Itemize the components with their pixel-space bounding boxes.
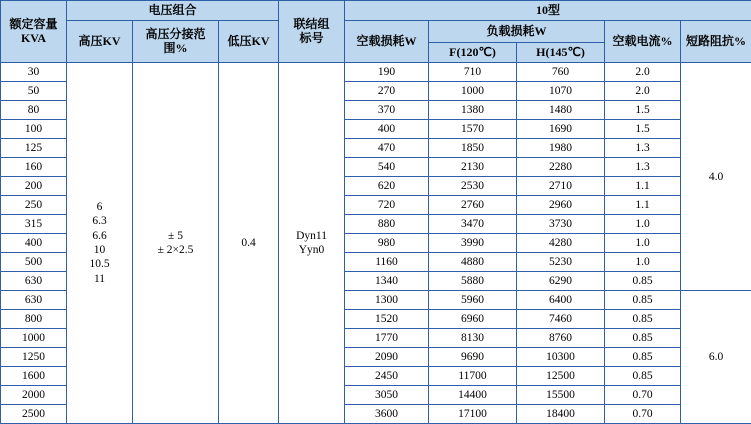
cell-load-loss-f: 3470 — [429, 215, 517, 234]
cell-capacity: 200 — [1, 177, 67, 196]
cell-load-loss-f: 14400 — [429, 386, 517, 405]
cell-no-load-current: 0.85 — [605, 367, 681, 386]
cell-load-loss-f: 8130 — [429, 329, 517, 348]
cell-no-load-current: 0.70 — [605, 405, 681, 424]
cell-no-load-current: 1.0 — [605, 215, 681, 234]
cell-capacity: 100 — [1, 120, 67, 139]
header-no-load-current: 空载电流% — [605, 21, 681, 63]
cell-capacity: 250 — [1, 196, 67, 215]
cell-no-load-loss: 1340 — [345, 272, 429, 291]
cell-no-load-current: 0.85 — [605, 310, 681, 329]
tap-range-value: ± 2×2.5 — [133, 243, 218, 257]
cell-capacity: 160 — [1, 158, 67, 177]
cell-capacity: 1250 — [1, 348, 67, 367]
cell-load-loss-f: 710 — [429, 63, 517, 82]
cell-capacity: 80 — [1, 101, 67, 120]
cell-load-loss-h: 15500 — [517, 386, 605, 405]
header-hv: 高压KV — [67, 21, 133, 63]
cell-load-loss-f: 5960 — [429, 291, 517, 310]
cell-no-load-current: 0.70 — [605, 386, 681, 405]
cell-load-loss-h: 760 — [517, 63, 605, 82]
cell-no-load-loss: 470 — [345, 139, 429, 158]
cell-load-loss-h: 3730 — [517, 215, 605, 234]
hv-value: 10 — [67, 243, 132, 257]
header-capacity-line1: 额定容量 — [1, 18, 66, 32]
cell-no-load-loss: 190 — [345, 63, 429, 82]
cell-no-load-loss: 1300 — [345, 291, 429, 310]
cell-no-load-loss: 1770 — [345, 329, 429, 348]
cell-hv-values — [67, 63, 133, 424]
cell-no-load-current: 1.1 — [605, 196, 681, 215]
cell-load-loss-h: 2710 — [517, 177, 605, 196]
cell-capacity: 1600 — [1, 367, 67, 386]
cell-no-load-loss: 2090 — [345, 348, 429, 367]
cell-no-load-loss: 370 — [345, 101, 429, 120]
cell-capacity: 315 — [1, 215, 67, 234]
header-capacity — [1, 1, 67, 63]
cell-load-loss-h: 1980 — [517, 139, 605, 158]
cell-capacity: 30 — [1, 63, 67, 82]
header-connection-line2: 标号 — [279, 32, 344, 46]
header-row-2 — [1, 21, 751, 43]
cell-no-load-current: 1.1 — [605, 177, 681, 196]
cell-load-loss-h: 1690 — [517, 120, 605, 139]
cell-load-loss-f: 3990 — [429, 234, 517, 253]
cell-no-load-loss: 980 — [345, 234, 429, 253]
cell-no-load-loss: 270 — [345, 82, 429, 101]
cell-no-load-loss: 1520 — [345, 310, 429, 329]
cell-load-loss-f: 1850 — [429, 139, 517, 158]
header-loss-f: F(120℃) — [429, 43, 517, 63]
cell-load-loss-h: 18400 — [517, 405, 605, 424]
table-body — [1, 63, 751, 424]
cell-load-loss-h: 7460 — [517, 310, 605, 329]
hv-value: 6.6 — [67, 229, 132, 243]
cell-capacity: 2000 — [1, 386, 67, 405]
cell-no-load-loss: 2450 — [345, 367, 429, 386]
cell-capacity: 500 — [1, 253, 67, 272]
cell-no-load-loss: 3600 — [345, 405, 429, 424]
cell-load-loss-f: 5880 — [429, 272, 517, 291]
cell-no-load-current: 2.0 — [605, 63, 681, 82]
cell-load-loss-h: 1480 — [517, 101, 605, 120]
cell-no-load-current: 0.85 — [605, 348, 681, 367]
header-tap-range-line1: 高压分接范 — [133, 28, 218, 42]
cell-load-loss-h: 10300 — [517, 348, 605, 367]
cell-load-loss-h: 4280 — [517, 234, 605, 253]
cell-no-load-current: 1.3 — [605, 139, 681, 158]
cell-load-loss-f: 2130 — [429, 158, 517, 177]
cell-load-loss-h: 1070 — [517, 82, 605, 101]
cell-no-load-current: 1.0 — [605, 253, 681, 272]
hv-value: 6.3 — [67, 214, 132, 228]
cell-no-load-current: 2.0 — [605, 82, 681, 101]
header-tap-range — [133, 21, 219, 63]
cell-load-loss-f: 11700 — [429, 367, 517, 386]
cell-no-load-current: 0.85 — [605, 272, 681, 291]
cell-no-load-current: 1.5 — [605, 101, 681, 120]
cell-load-loss-h: 2280 — [517, 158, 605, 177]
hv-value: 6 — [67, 200, 132, 214]
header-row-1 — [1, 1, 751, 21]
cell-impedance-bottom: 6.0 — [681, 291, 751, 424]
cell-load-loss-f: 1380 — [429, 101, 517, 120]
cell-no-load-loss: 720 — [345, 196, 429, 215]
cell-load-loss-h: 6400 — [517, 291, 605, 310]
cell-load-loss-h: 8760 — [517, 329, 605, 348]
cell-load-loss-f: 2760 — [429, 196, 517, 215]
cell-no-load-loss: 880 — [345, 215, 429, 234]
cell-load-loss-f: 17100 — [429, 405, 517, 424]
cell-tap-range — [133, 63, 219, 424]
cell-no-load-current: 1.3 — [605, 158, 681, 177]
cell-no-load-current: 1.5 — [605, 120, 681, 139]
header-connection — [279, 1, 345, 63]
cell-load-loss-h: 6290 — [517, 272, 605, 291]
cell-load-loss-h: 5230 — [517, 253, 605, 272]
cell-no-load-current: 0.85 — [605, 291, 681, 310]
cell-capacity: 400 — [1, 234, 67, 253]
cell-load-loss-f: 4880 — [429, 253, 517, 272]
cell-capacity: 50 — [1, 82, 67, 101]
cell-capacity: 630 — [1, 291, 67, 310]
cell-capacity: 2500 — [1, 405, 67, 424]
cell-no-load-loss: 3050 — [345, 386, 429, 405]
cell-lv-value: 0.4 — [219, 63, 279, 424]
header-no-load-loss: 空载损耗W — [345, 21, 429, 63]
header-loss-h: H(145℃) — [517, 43, 605, 63]
cell-no-load-loss: 400 — [345, 120, 429, 139]
cell-no-load-loss: 620 — [345, 177, 429, 196]
header-tap-range-line2: 围% — [133, 42, 218, 56]
cell-capacity: 125 — [1, 139, 67, 158]
cell-impedance-top: 4.0 — [681, 63, 751, 291]
tap-range-value: ± 5 — [133, 229, 218, 243]
cell-capacity: 800 — [1, 310, 67, 329]
cell-capacity: 630 — [1, 272, 67, 291]
cell-load-loss-f: 1000 — [429, 82, 517, 101]
connection-value: Yyn0 — [279, 243, 344, 257]
hv-value: 11 — [67, 272, 132, 286]
cell-load-loss-h: 12500 — [517, 367, 605, 386]
header-lv: 低压KV — [219, 21, 279, 63]
header-capacity-line2: KVA — [1, 32, 66, 46]
table-row — [1, 63, 751, 82]
cell-load-loss-h: 2960 — [517, 196, 605, 215]
header-voltage-group: 电压组合 — [67, 1, 279, 21]
header-connection-line1: 联结组 — [279, 18, 344, 32]
cell-no-load-loss: 540 — [345, 158, 429, 177]
cell-no-load-current: 1.0 — [605, 234, 681, 253]
connection-value: Dyn11 — [279, 229, 344, 243]
header-load-loss-group: 负载损耗W — [429, 21, 605, 43]
cell-load-loss-f: 1570 — [429, 120, 517, 139]
hv-value: 10.5 — [67, 257, 132, 271]
cell-no-load-current: 0.85 — [605, 329, 681, 348]
table-header — [1, 1, 751, 63]
header-short-circuit-impedance: 短路阻抗% — [681, 21, 751, 63]
cell-load-loss-f: 6960 — [429, 310, 517, 329]
cell-connection-values — [279, 63, 345, 424]
cell-capacity: 1000 — [1, 329, 67, 348]
cell-load-loss-f: 2530 — [429, 177, 517, 196]
cell-no-load-loss: 1160 — [345, 253, 429, 272]
cell-load-loss-f: 9690 — [429, 348, 517, 367]
header-model-group: 10型 — [345, 1, 751, 21]
